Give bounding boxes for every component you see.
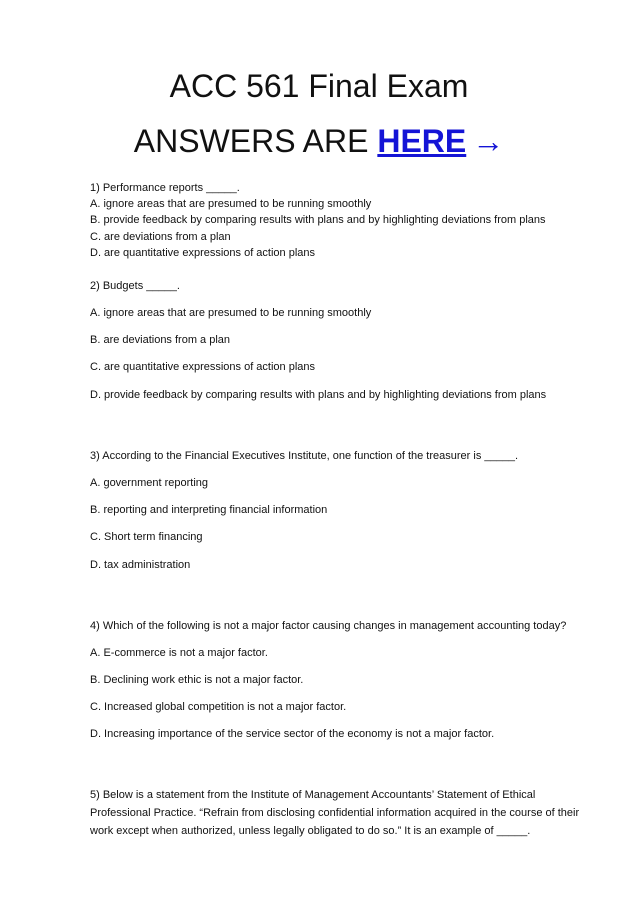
q4-option-b: B. Declining work ethic is not a major factor. xyxy=(90,674,304,686)
q1-option-d: D. are quantitative expressions of action plans xyxy=(90,247,316,259)
q3-option-d: D. tax administration xyxy=(90,559,191,571)
question-3: 3) According to the Financial Executives Institute, one function of the treasurer is _____. xyxy=(90,450,519,462)
q3-option-b: B. reporting and interpreting financial information xyxy=(90,504,328,516)
page-title: ACC 561 Final Exam xyxy=(169,68,469,104)
right-arrow-icon[interactable]: → xyxy=(472,123,505,159)
here-link[interactable]: HERE xyxy=(377,123,467,159)
q1-option-a: A. ignore areas that are presumed to be running smoothly xyxy=(90,198,372,210)
q3-option-c: C. Short term financing xyxy=(90,531,203,543)
answers-heading xyxy=(0,121,638,161)
q2-option-b: B. are deviations from a plan xyxy=(90,334,231,346)
q2-option-a: A. ignore areas that are presumed to be running smoothly xyxy=(90,307,372,319)
q4-option-d: D. Increasing importance of the service sector of the economy is not a major factor. xyxy=(90,728,495,740)
q1-option-c: C. are deviations from a plan xyxy=(90,231,231,243)
answers-prefix: ANSWERS ARE xyxy=(133,123,369,159)
question-5-line-3: work except when authorized, unless legally obligated to do so.” It is an example of _____. xyxy=(90,825,531,837)
q4-option-a: A. E-commerce is not a major factor. xyxy=(90,647,268,659)
question-2: 2) Budgets _____. xyxy=(90,280,180,292)
q4-option-c: C. Increased global competition is not a major factor. xyxy=(90,701,347,713)
question-5-line-1: 5) Below is a statement from the Institute of Management Accountants’ Statement of Ethical xyxy=(90,789,536,801)
question-5-line-2: Professional Practice. “Refrain from disclosing confidential information acquired in the course of their xyxy=(90,807,580,819)
q2-option-c: C. are quantitative expressions of action plans xyxy=(90,361,316,373)
q1-option-b: B. provide feedback by comparing results with plans and by highlighting deviations from plans xyxy=(90,214,546,226)
question-4: 4) Which of the following is not a major factor causing changes in management accounting today? xyxy=(90,620,567,632)
q2-option-d: D. provide feedback by comparing results with plans and by highlighting deviations from plans xyxy=(90,389,547,401)
q3-option-a: A. government reporting xyxy=(90,477,209,489)
question-1: 1) Performance reports _____. xyxy=(90,182,240,194)
